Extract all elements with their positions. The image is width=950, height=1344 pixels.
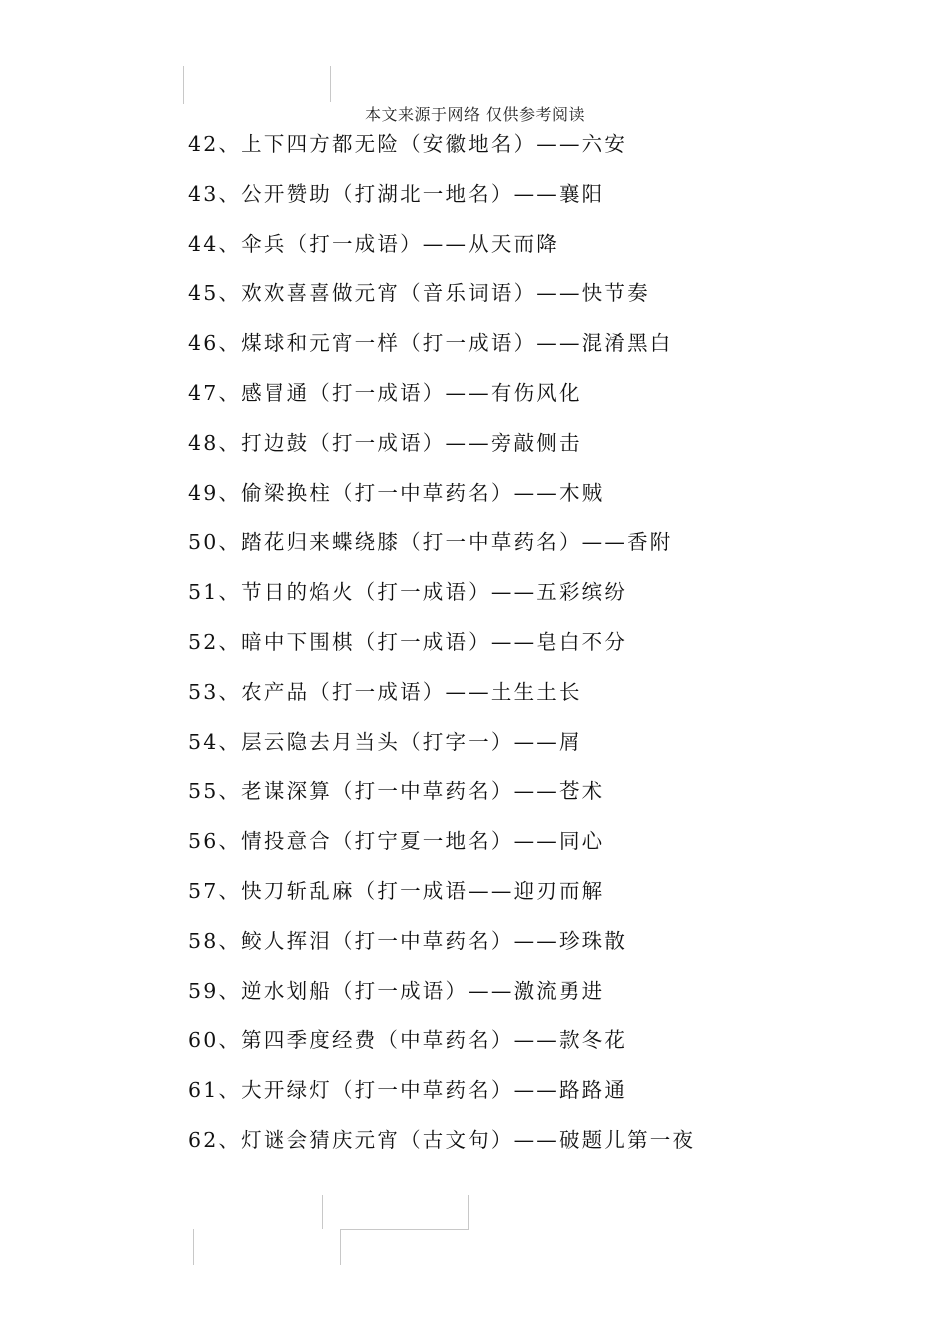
margin-rule <box>340 1229 341 1265</box>
riddle-item: 51、节日的焰火（打一成语）——五彩缤纷 <box>188 580 628 605</box>
riddle-item: 45、欢欢喜喜做元宵（音乐词语）——快节奏 <box>188 281 650 306</box>
margin-rule <box>183 66 184 104</box>
source-note: 本文来源于网络 仅供参考阅读 <box>364 105 586 124</box>
riddle-item: 59、逆水划船（打一成语）——激流勇进 <box>188 978 605 1003</box>
margin-rule <box>193 1229 194 1265</box>
riddle-item: 42、上下四方都无险（安徽地名）——六安 <box>188 132 628 156</box>
margin-rule <box>340 1229 469 1230</box>
riddle-item: 43、公开赞助（打湖北一地名）——襄阳 <box>188 181 605 206</box>
riddle-item: 58、鲛人挥泪（打一中草药名）——珍珠散 <box>188 928 628 953</box>
riddle-item: 60、第四季度经费（中草药名）——款冬花 <box>188 1028 628 1053</box>
riddle-item: 53、农产品（打一成语）——土生土长 <box>188 679 582 704</box>
riddle-item: 54、层云隐去月当头（打字一）——屑 <box>188 729 582 754</box>
riddle-item: 44、伞兵（打一成语）——从天而降 <box>188 231 559 256</box>
riddle-list <box>188 128 695 1174</box>
riddle-item: 62、灯谜会猜庆元宵（古文句）——破题儿第一夜 <box>188 1127 696 1152</box>
riddle-item: 55、老谋深算（打一中草药名）——苍术 <box>188 779 605 804</box>
riddle-item: 50、踏花归来蝶绕膝（打一中草药名）——香附 <box>188 530 673 555</box>
riddle-item: 48、打边鼓（打一成语）——旁敲侧击 <box>188 430 582 455</box>
margin-rule <box>322 1195 323 1229</box>
riddle-item: 49、偷梁换柱（打一中草药名）——木贼 <box>188 480 605 505</box>
riddle-item: 47、感冒通（打一成语）——有伤风化 <box>188 380 582 405</box>
riddle-item: 52、暗中下围棋（打一成语）——皂白不分 <box>188 629 628 654</box>
margin-rule <box>330 66 331 102</box>
riddle-item: 56、情投意合（打宁夏一地名）——同心 <box>188 829 605 854</box>
riddle-item: 57、快刀斩乱麻（打一成语——迎刃而解 <box>188 878 605 903</box>
riddle-item: 61、大开绿灯（打一中草药名）——路路通 <box>188 1078 628 1103</box>
riddle-item: 46、煤球和元宵一样（打一成语）——混淆黑白 <box>188 331 673 356</box>
margin-rule <box>468 1195 469 1229</box>
